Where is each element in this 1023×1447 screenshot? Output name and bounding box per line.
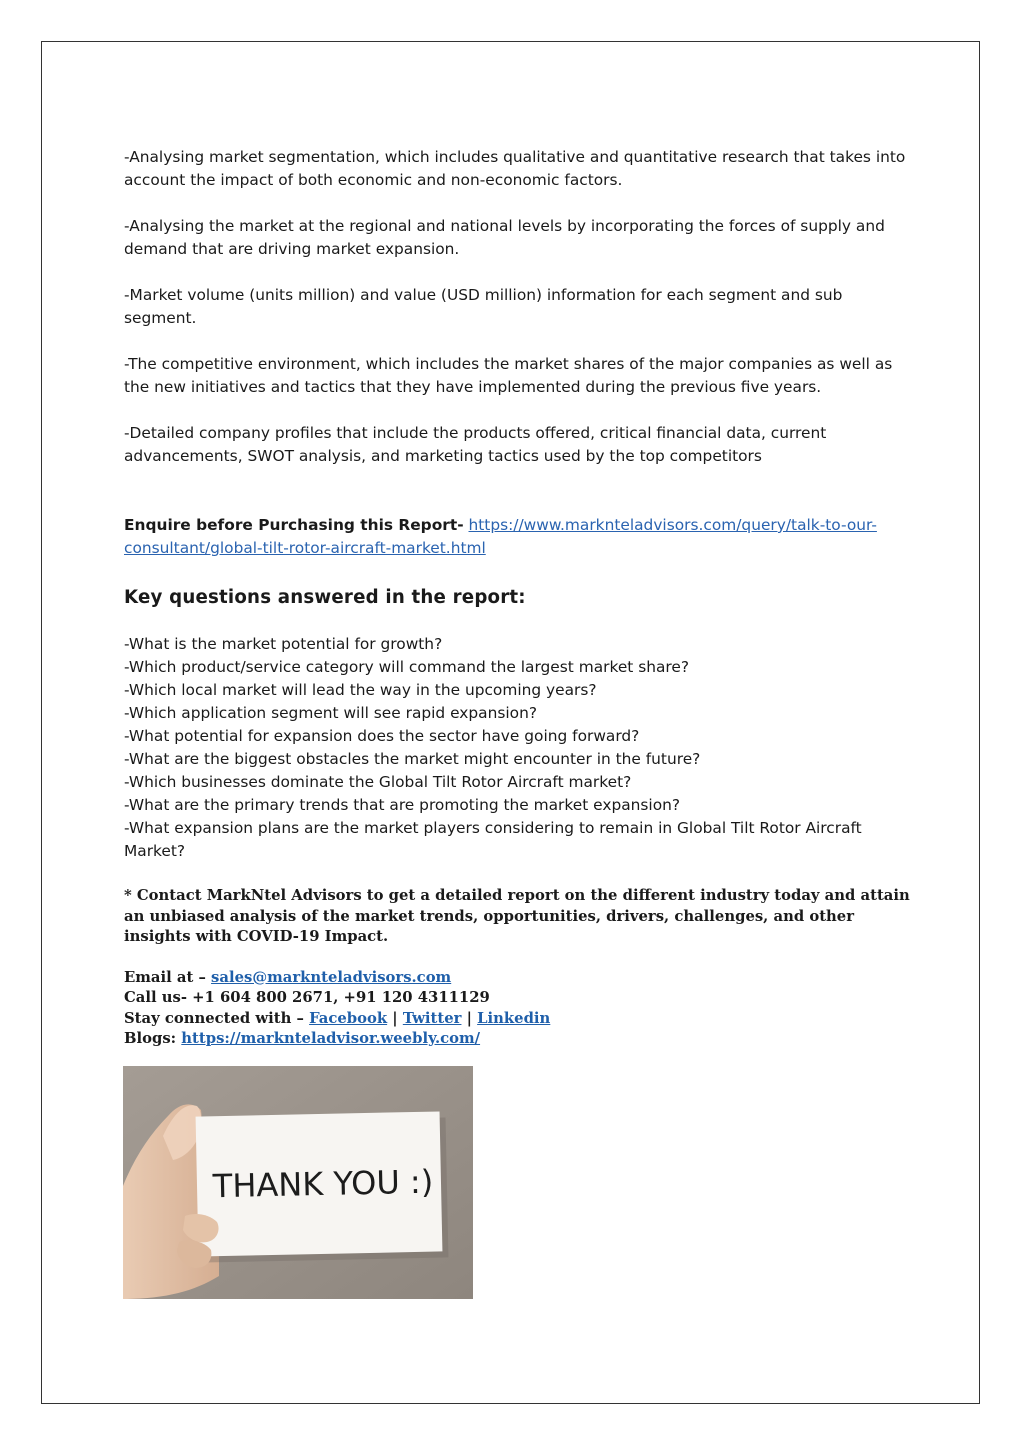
document-content — [124, 146, 914, 1050]
thank-you-photo — [123, 1066, 473, 1299]
enquire-line — [124, 514, 914, 560]
paragraph-volume: -Market volume (units million) and value (USD million) information for each segment and sub segment. — [124, 286, 843, 327]
question-item: -What is the market potential for growth? — [124, 635, 443, 653]
contact-details — [124, 968, 914, 1050]
email-label: Email at – — [124, 968, 212, 986]
question-item: -Which product/service category will command the largest market share? — [124, 658, 690, 676]
social-label: Stay connected with – — [124, 1009, 310, 1027]
question-item: -Which local market will lead the way in the upcoming years? — [124, 681, 597, 699]
key-questions-heading: Key questions answered in the report: — [124, 587, 526, 608]
social-separator: | — [387, 1009, 403, 1027]
question-item: -Which application segment will see rapid expansion? — [124, 704, 537, 722]
linkedin-link[interactable]: Linkedin — [477, 1009, 551, 1027]
social-line — [124, 1009, 914, 1030]
email-link[interactable]: sales@marknteladvisors.com — [211, 968, 452, 986]
email-line — [124, 968, 914, 989]
blogs-line — [124, 1029, 914, 1050]
blogs-link[interactable]: https://marknteladvisor.weebly.com/ — [181, 1030, 481, 1047]
contact-note: * Contact MarkNtel Advisors to get a detailed report on the different industry today and attain an unbiased analysis of the market trends, opportunities, drivers, challenges, and other insights with COVID-19 Impact. — [124, 887, 910, 945]
question-item: -What potential for expansion does the sector have going forward? — [124, 727, 640, 745]
question-item: -Which businesses dominate the Global Tilt Rotor Aircraft market? — [124, 773, 632, 791]
paragraph-profiles: -Detailed company profiles that include the products offered, critical financial data, current advancements, SWOT analysis, and marketing tactics used by the top competitors — [124, 424, 827, 465]
enquire-label: Enquire before Purchasing this Report- — [124, 516, 464, 534]
call-line: Call us- +1 604 800 2671, +91 120 4311129 — [124, 989, 490, 1006]
question-item: -What are the primary trends that are promoting the market expansion? — [124, 796, 681, 814]
paragraph-segmentation: -Analysing market segmentation, which includes qualitative and quantitative research that takes into account the impact of both economic and non-economic factors. — [124, 148, 906, 189]
question-item: -What are the biggest obstacles the market might encounter in the future? — [124, 750, 701, 768]
twitter-link[interactable]: Twitter — [402, 1009, 462, 1027]
card-text: THANK YOU :) — [212, 1162, 434, 1206]
facebook-link[interactable]: Facebook — [309, 1009, 388, 1027]
question-item: -What expansion plans are the market players considering to remain in Global Tilt Rotor Aircraft Market? — [124, 819, 862, 860]
enquire-link[interactable]: https://www.marknteladvisors.com/query/talk-to-our-consultant/global-tilt-rotor-aircraft-market.html — [124, 516, 877, 557]
blogs-label: Blogs: — [124, 1030, 182, 1047]
paragraph-regional: -Analysing the market at the regional and national levels by incorporating the forces of supply and demand that are driving market expansion. — [124, 217, 885, 258]
social-separator: | — [461, 1009, 478, 1027]
paragraph-competitive: -The competitive environment, which includes the market shares of the major companies as well as the new initiatives and tactics that they have implemented during the previous five years. — [124, 355, 893, 396]
key-questions-list — [124, 633, 914, 863]
